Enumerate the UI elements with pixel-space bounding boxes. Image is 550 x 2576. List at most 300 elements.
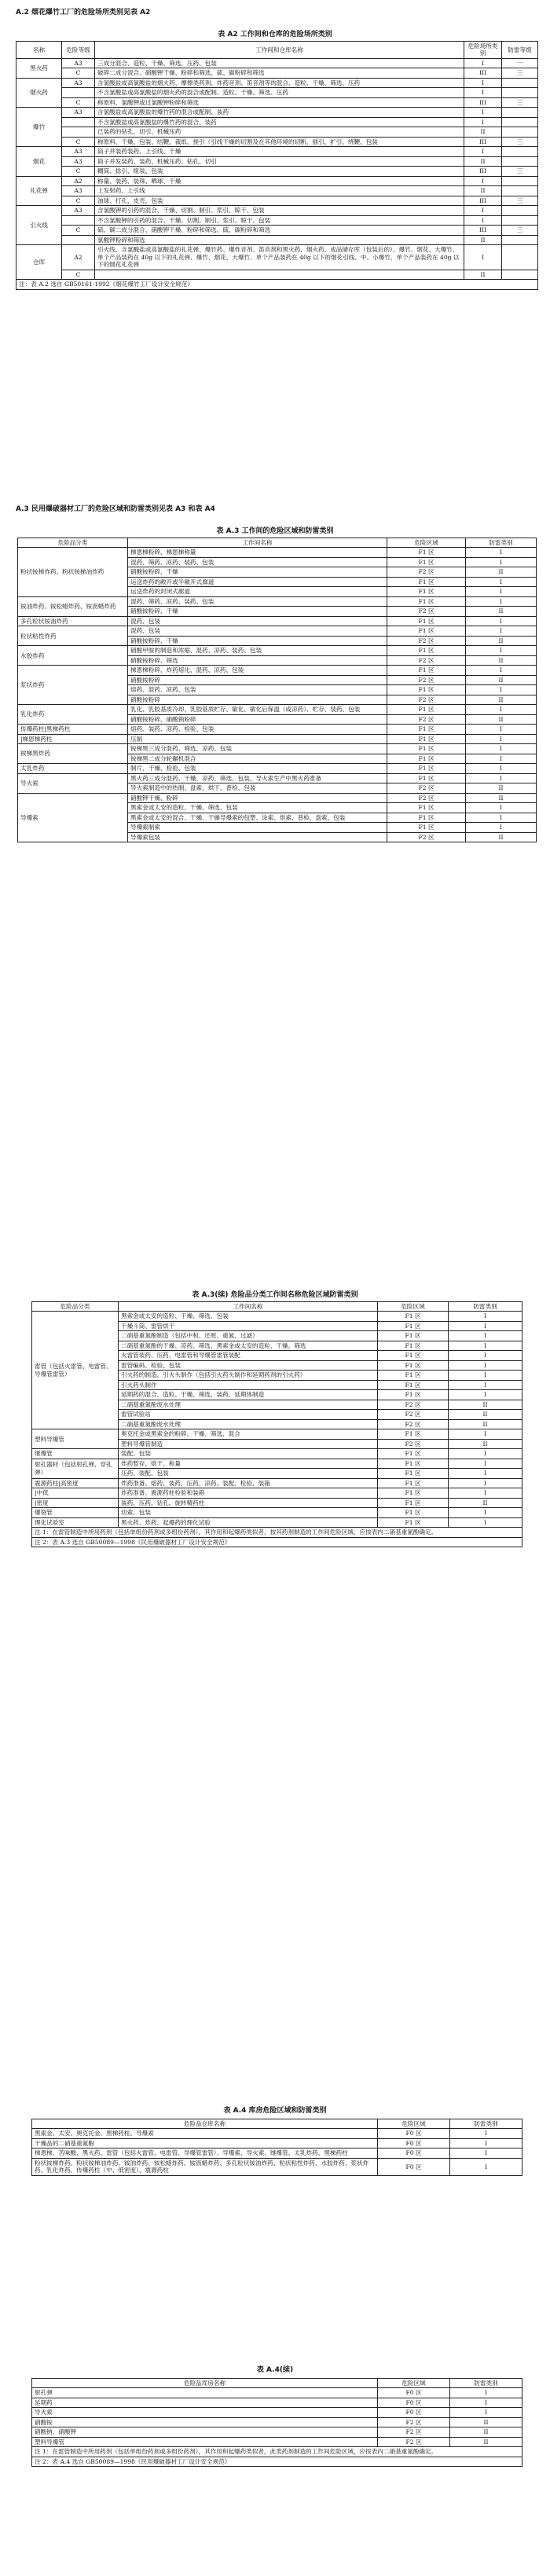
room-name: 二硝基重氮酚废水处理	[119, 1419, 378, 1429]
lightning-class: I	[466, 803, 537, 813]
lightning-class: II	[449, 1410, 522, 1419]
table-row	[32, 2138, 522, 2148]
hazard-zone: F1 区	[387, 754, 466, 763]
column-header: 危险等级	[62, 42, 95, 59]
warehouse-name: 黑索金、太安、奥克托金、黑梯药柱、导爆索	[32, 2129, 378, 2138]
lightning-class: I	[466, 685, 537, 695]
section-title-a3: A.3 民用爆破器材工厂的危险区域和防雷类别见表 A3 和表 A4	[16, 505, 215, 513]
room-name: 梯恩梯粉碎、炸药熔化、混药、凉药、包装	[128, 666, 387, 675]
table-row	[16, 127, 538, 137]
table-row	[32, 1478, 522, 1488]
group-name: 仓库	[16, 245, 62, 280]
table-row	[32, 2427, 522, 2437]
hazard-category: I	[464, 117, 502, 127]
lightning-class: I	[466, 764, 537, 773]
table-a3	[17, 538, 537, 842]
room-name: 硝酸钾干燥、粉碎	[128, 793, 387, 802]
hazard-zone: F0 区	[378, 2149, 450, 2158]
group-name: 烟火药	[16, 78, 62, 107]
column-header: 危险品分类	[32, 1302, 119, 1312]
hazard-class: 射孔器材（包括射孔弹、穿孔弹）	[32, 1459, 119, 1478]
hazard-class: |梯恩梯药柱	[18, 734, 128, 743]
table-row	[32, 2158, 522, 2175]
lightning-class	[502, 147, 538, 156]
hazard-level: C	[62, 68, 95, 78]
warehouse-name: 硝酸铵	[32, 2417, 378, 2427]
hazard-level: C	[62, 270, 95, 279]
room-name: 制片、干燥、检验、包装	[128, 764, 387, 773]
room-name: 黑索金或太安的造粒、干燥、筛选、包装	[128, 803, 387, 813]
table-row	[32, 1429, 522, 1439]
table-row	[16, 176, 538, 185]
hazard-category: III	[464, 97, 502, 107]
warehouse-name: 梯恩梯、苦味酸、黑火药、雷管（包括火雷管、电雷管、导爆管雷管）、导爆索、导火索、继爆管、太乳炸药、黑梯药柱	[32, 2149, 378, 2158]
room-name: 硝酸铵粉碎、干燥	[128, 636, 387, 645]
room-name: 黑索金或太安的混合、干燥、干燥导爆索的包塑、涂索、烘索、普检、盘索、包装	[128, 813, 387, 822]
warehouse-name: 干燥品的二硝基重氮酚	[32, 2138, 378, 2148]
table-row	[18, 744, 537, 754]
lightning-class: I	[450, 2398, 522, 2407]
hazard-zone: F2 区	[387, 695, 466, 704]
hazard-zone: F1 区	[378, 1331, 449, 1341]
warehouse-name: 导火索	[32, 2408, 378, 2417]
table-row	[16, 270, 538, 279]
table-row	[32, 2129, 522, 2138]
lightning-class: I	[466, 646, 537, 655]
room-name: 硝酸铵粉碎	[128, 695, 387, 704]
lightning-class: I	[449, 1517, 522, 1527]
hazard-zone: F1 区	[387, 557, 466, 567]
table-row	[16, 186, 538, 196]
hazard-zone: F1 区	[387, 646, 466, 655]
hazard-zone: F0 区	[378, 2398, 450, 2407]
hazard-zone: F1 区	[378, 1380, 449, 1389]
lightning-class: I	[466, 754, 537, 763]
room-name: 运送炸药的敞开或半敞开式廊道	[128, 577, 387, 586]
hazard-level: A3	[62, 186, 95, 196]
hazard-class: 铵梯黑炸药	[18, 744, 128, 764]
hazard-class: 导火索	[18, 773, 128, 793]
hazard-zone: F1 区	[387, 744, 466, 754]
lightning-class: I	[466, 626, 537, 636]
hazard-class: 继爆管	[32, 1449, 119, 1459]
table-row	[32, 2398, 522, 2407]
hazard-zone: F2 区	[378, 1400, 449, 1409]
hazard-zone: F1 区	[387, 725, 466, 734]
hazard-level	[62, 215, 95, 225]
lightning-class: 三	[502, 137, 538, 146]
hazard-zone: F1 区	[387, 764, 466, 773]
hazard-category: II	[464, 127, 502, 137]
room-name: 不含氯酸钾的引药的混合、干燥、切割、制引、浆引、晾干、包装	[95, 215, 464, 225]
room-name: 黑火药三成分混药、干燥、凉药、筛选、包装、导火索生产中黑火药准备	[128, 773, 387, 783]
lightning-class	[502, 245, 538, 270]
hazard-level	[62, 117, 95, 127]
lightning-class: I	[466, 734, 537, 743]
column-header: 防雷类别	[450, 2119, 522, 2129]
column-header: 防雷类别	[450, 2379, 522, 2388]
group-name: 黑火药	[16, 58, 62, 78]
table-row	[32, 1488, 522, 1498]
room-name: 不含氯酸盐或高氯酸盐的烟火药的混合或配制、造粒、干燥、筛选、压药	[95, 88, 464, 97]
lightning-class: II	[466, 793, 537, 802]
table-row	[16, 235, 538, 244]
warehouse-name: 延期药	[32, 2398, 378, 2407]
table-title-a4-cont: 表 A.4(续)	[256, 2366, 294, 2374]
room-name: 混药、包装	[128, 616, 387, 626]
room-name: 破碎二成分混合、硝酸钾干燥、粉碎和筛选、硫、碳粉碎和筛选	[95, 68, 464, 78]
lightning-class: II	[466, 567, 537, 577]
hazard-category: I	[464, 78, 502, 87]
hazard-zone: F1 区	[378, 1469, 449, 1478]
hazard-zone: F2 区	[387, 714, 466, 724]
hazard-zone: F1 区	[387, 577, 466, 586]
lightning-class: I	[466, 557, 537, 567]
table-row	[18, 725, 537, 734]
lightning-class: II	[449, 1419, 522, 1429]
hazard-level: A3	[62, 147, 95, 156]
column-header: 防雷等级	[502, 42, 538, 59]
hazard-category: III	[464, 196, 502, 205]
hazard-zone: F0 区	[378, 2158, 450, 2175]
lightning-class: I	[466, 548, 537, 557]
hazard-category: II	[464, 235, 502, 244]
table-a4-continued	[31, 2378, 522, 2467]
room-name: 压药、装配、包装	[119, 1469, 378, 1478]
hazard-zone: F1 区	[378, 1360, 449, 1370]
table-row	[32, 1517, 522, 1527]
room-name: 氯酸钾粉碎和筛选	[95, 235, 464, 244]
column-header: 危险区域	[387, 538, 466, 548]
room-name: 黑火药、炸药、起爆药的理化试验	[119, 1517, 378, 1527]
hazard-category: II	[464, 270, 502, 279]
room-name: 炸药准备、震源药柱检验和装箱	[119, 1488, 378, 1498]
lightning-class: II	[466, 607, 537, 616]
hazard-zone: F1 区	[387, 813, 466, 822]
table-title-a2: 表 A2 工作间和仓库的危险场所类别	[218, 31, 332, 39]
table-row	[16, 88, 538, 97]
lightning-class: 三	[502, 167, 538, 176]
hazard-zone: F1 区	[378, 1449, 449, 1459]
room-name: 运送炸药的封闭式廊道	[128, 587, 387, 596]
column-header: 防雷类别	[466, 538, 537, 548]
hazard-class: 爆裂管	[32, 1508, 119, 1517]
lightning-class	[502, 176, 538, 185]
room-name: 引火线、含氯酸盐或高氯酸盐的礼花弹、爆竹药、爆炸音剂、笛音剂和黑火药、烟火药、成品储存库（包装后的）、爆竹、烟花、大爆竹、单个产品装药在 40g 以下的礼花弹、爆竹、烟花、大爆竹、单个产品装药在 40g 以下的烟花引线、中、小爆竹，单个产品装药在 40g 以下的烟花礼花弹	[95, 245, 464, 270]
lightning-class	[502, 108, 538, 117]
hazard-zone: F2 区	[378, 2437, 450, 2446]
lightning-class	[502, 186, 538, 196]
hazard-zone: F1 区	[387, 823, 466, 832]
lightning-class: I	[466, 587, 537, 596]
lightning-class	[502, 127, 538, 137]
hazard-zone: F1 区	[378, 1321, 449, 1330]
hazard-zone: F1 区	[387, 587, 466, 596]
hazard-level: C	[62, 97, 95, 107]
room-name: 硝酸铵粉碎、干燥	[128, 567, 387, 577]
lightning-class	[502, 117, 538, 127]
table-row	[16, 117, 538, 127]
room-name: 铵梯黑二成分轮碾机混合	[128, 754, 387, 763]
table-note: 注 1：在雷管制造中所用药剂（包括单组份药剂或多组份药剂），其作用和起爆药类似者，此类药剂制造的工作间危险区域，应按表内二硝基重氮酚确定。	[32, 2447, 522, 2457]
room-name: 黑索金或太安的造粒、干燥、筛选、包装	[119, 1312, 378, 1321]
hazard-zone: F1 区	[387, 803, 466, 813]
column-header: 危险品仓库名称	[32, 2119, 378, 2129]
hazard-level	[62, 235, 95, 244]
room-name: 二硝基重氮酚制造（包括中和、还原、重氮、过滤）	[119, 1331, 378, 1341]
lightning-class: I	[449, 1390, 522, 1400]
hazard-zone: F2 区	[387, 793, 466, 802]
hazard-zone: F2 区	[387, 783, 466, 793]
table-row	[32, 1449, 522, 1459]
lightning-class: I	[466, 813, 537, 822]
group-name: 礼花弹	[16, 176, 62, 205]
column-header: 防雷类别	[449, 1302, 522, 1312]
lightning-class: I	[450, 2149, 522, 2158]
room-name: 熔药、装药、凉药、检验、包装	[128, 725, 387, 734]
table-row	[16, 68, 538, 78]
hazard-zone: F1 区	[378, 1517, 449, 1527]
column-header: 危险场所类别	[464, 42, 502, 59]
table-row	[32, 2408, 522, 2417]
hazard-level: C	[62, 167, 95, 176]
hazard-zone: F1 区	[387, 596, 466, 606]
hazard-zone: F1 区	[378, 1351, 449, 1360]
room-name: 上发射药、上引线	[95, 186, 464, 196]
column-header: 危险品库房名称	[32, 2379, 378, 2388]
room-name: 乳化、乳胶基质冷却、乳胶基质贮存、敏化、敏化后保温（或凉药）、贮存、装药、包装	[128, 705, 387, 714]
lightning-class: I	[449, 1321, 522, 1330]
room-name: 已装药的钻孔、切引、机械压药	[95, 127, 464, 137]
lightning-class: I	[449, 1341, 522, 1350]
room-name: 装配、包装	[119, 1449, 378, 1459]
hazard-class: |中低	[32, 1488, 119, 1498]
room-name: 含氯酸盐或高氯酸盐的爆竹药的混合或配制、装药	[95, 108, 464, 117]
lightning-class	[502, 156, 538, 166]
hazard-zone: F1 区	[387, 773, 466, 783]
group-name: 引火线	[16, 206, 62, 245]
room-name: 含氯酸钾的引药的混合、干燥、切割、制引、浆引、晾干、包装	[95, 206, 464, 215]
hazard-level	[62, 127, 95, 137]
room-name: 油球、打孔、皮壳、包装	[95, 196, 464, 205]
room-name: 糊筒、捻引、组装、包装	[95, 167, 464, 176]
note-row	[32, 2447, 522, 2457]
room-name: 塑料导爆管制造	[119, 1439, 378, 1448]
hazard-zone: F1 区	[378, 1488, 449, 1498]
lightning-class: I	[450, 2138, 522, 2148]
room-name: 切索、包装	[119, 1508, 378, 1517]
table-a4	[31, 2119, 522, 2176]
hazard-category: I	[464, 206, 502, 215]
table-row	[18, 764, 537, 773]
hazard-class: 水胶炸药	[18, 646, 128, 666]
table-row	[16, 97, 538, 107]
hazard-category: I	[464, 108, 502, 117]
hazard-zone: F1 区	[378, 1508, 449, 1517]
room-name: 雷管试验站	[119, 1410, 378, 1419]
hazard-class: 粉状铵梯炸药、粉状铵梯油炸药	[18, 548, 128, 596]
room-name: 干燥斗筒、雷管烘干	[119, 1321, 378, 1330]
table-note: 注 1：在雷管制造中所用药剂（包括单组份药剂或多组份药剂），其作用和起爆药类似者，按其药剂制造的工作间危险区域，应按表内二硝基重氮酚确定。	[32, 1528, 522, 1537]
table-row	[18, 705, 537, 714]
lightning-class: I	[449, 1469, 522, 1478]
table-row	[32, 2437, 522, 2446]
table-row	[16, 58, 538, 68]
lightning-class: I	[449, 1331, 522, 1341]
lightning-class: 一	[502, 58, 538, 68]
table-row	[16, 245, 538, 270]
column-header: 工作间和仓库名称	[95, 42, 464, 59]
table-row	[16, 108, 538, 117]
table-row	[18, 626, 537, 636]
hazard-class: 多孔粒状铵油炸药	[18, 616, 128, 626]
table-row	[16, 147, 538, 156]
hazard-level: A3	[62, 78, 95, 87]
lightning-class: II	[466, 783, 537, 793]
table-row	[32, 2417, 522, 2427]
lightning-class: I	[449, 1371, 522, 1380]
room-name: 延期药的混合、造粒、干燥、筛选、装药、延期体制造	[119, 1390, 378, 1400]
hazard-class: 雷管（包括火雷管、电雷管、导爆管雷管）	[32, 1312, 119, 1429]
table-row	[18, 616, 537, 626]
lightning-class: II	[466, 695, 537, 704]
hazard-level: C	[62, 196, 95, 205]
hazard-level: A2	[62, 176, 95, 185]
room-name: 铵梯黑三成分混药、筛选、凉药、包装	[128, 744, 387, 754]
room-name: 不含氯酸盐或高氯酸盐的爆竹药的混合、装药	[95, 117, 464, 127]
lightning-class: 三	[502, 226, 538, 235]
lightning-class: II	[449, 1439, 522, 1448]
hazard-category: I	[464, 147, 502, 156]
lightning-class: I	[466, 773, 537, 783]
lightning-class	[502, 215, 538, 225]
table-title-a3: 表 A.3 工作间的危险区域和防雷类别	[216, 527, 334, 535]
hazard-zone: F1 区	[378, 1371, 449, 1380]
hazard-category: I	[464, 245, 502, 270]
hazard-level: C	[62, 226, 95, 235]
hazard-zone: F1 区	[378, 1312, 449, 1321]
hazard-class: |密度	[32, 1498, 119, 1507]
room-name: 混药、包装	[128, 626, 387, 636]
column-header: 危险区域	[378, 2379, 450, 2388]
room-name: 硝酸铵粉碎、干燥	[128, 607, 387, 616]
hazard-category: III	[464, 226, 502, 235]
lightning-class: II	[450, 2417, 522, 2427]
room-name: 三成分混合、造粒、干燥、筛选、压药、包装	[95, 58, 464, 68]
room-name: 混药、筛药、凉药、装药、包装	[128, 557, 387, 567]
table-row	[16, 196, 538, 205]
lightning-class: I	[466, 744, 537, 754]
hazard-zone: F2 区	[387, 832, 466, 842]
hazard-zone: F1 区	[387, 734, 466, 743]
table-row	[16, 167, 538, 176]
room-name: 二硝基重氮酚废水处理	[119, 1400, 378, 1409]
room-name: 二硝基重氮酚的干燥、凉药、筛选、黑索金或太安的造粒、干燥、筛选	[119, 1341, 378, 1350]
hazard-category: III	[464, 137, 502, 146]
lightning-class: I	[449, 1459, 522, 1468]
lightning-class: 三	[502, 97, 538, 107]
table-row	[16, 78, 538, 87]
hazard-category: I	[464, 58, 502, 68]
lightning-class: I	[449, 1488, 522, 1498]
hazard-zone: F1 区	[378, 1341, 449, 1350]
table-row	[16, 206, 538, 215]
lightning-class: II	[466, 655, 537, 665]
lightning-class: I	[449, 1312, 522, 1321]
lightning-class: II	[466, 675, 537, 684]
table-row	[32, 1312, 522, 1321]
hazard-zone: F1 区	[378, 1478, 449, 1488]
hazard-category: I	[464, 176, 502, 185]
lightning-class: 三	[502, 68, 538, 78]
table-row	[18, 793, 537, 802]
table-row	[18, 548, 537, 557]
lightning-class: I	[449, 1360, 522, 1370]
table-row	[18, 596, 537, 606]
room-name: 炸药暂存、烘干、称量	[119, 1459, 378, 1468]
lightning-class: I	[450, 2408, 522, 2417]
lightning-class: I	[466, 823, 537, 832]
lightning-class: II	[466, 714, 537, 724]
warehouse-name: 硝酸钠、硝酸钾	[32, 2427, 378, 2437]
hazard-zone: F2 区	[387, 607, 466, 616]
hazard-zone: F1 区	[387, 616, 466, 626]
table-a3-continued	[31, 1301, 522, 1547]
lightning-class: II	[450, 2437, 522, 2446]
lightning-class	[502, 88, 538, 97]
lightning-class: II	[466, 832, 537, 842]
lightning-class: I	[450, 2129, 522, 2138]
hazard-zone: F1 区	[378, 1429, 449, 1439]
lightning-class: 三	[502, 196, 538, 205]
hazard-category: II	[464, 186, 502, 196]
lightning-class	[502, 235, 538, 244]
room-name: 硫、碳二成分混合、硝酸钾干燥、粉碎和筛选、硫、碳粉碎和筛选	[95, 226, 464, 235]
hazard-class: 传爆药柱|黑梯药柱	[18, 725, 128, 734]
room-name: 称原料、干燥、包装、结鞭、裁纸、搓引（引线干燥的切割及在其他环境的切断、插引、扩引、绕鞭、包装	[95, 137, 464, 146]
lightning-class: II	[466, 636, 537, 645]
room-name: 导爆索包装	[128, 832, 387, 842]
room-name: 导爆索制索	[128, 823, 387, 832]
lightning-class: I	[466, 577, 537, 586]
table-note: 注：表 A.2 选自 GB50161-1992《烟花爆竹工厂设计安全规范》	[16, 280, 538, 289]
room-name: 硝酸铵粉碎、筛选	[128, 655, 387, 665]
lightning-class: II	[449, 1400, 522, 1409]
hazard-zone: F1 区	[378, 1498, 449, 1507]
hazard-zone: F2 区	[378, 1419, 449, 1429]
note-row	[16, 280, 538, 289]
lightning-class: I	[449, 1380, 522, 1389]
lightning-class: I	[449, 1351, 522, 1360]
table-row	[32, 1508, 522, 1517]
hazard-zone: F2 区	[387, 636, 466, 645]
hazard-level: A3	[62, 156, 95, 166]
hazard-level: A3	[62, 206, 95, 215]
table-row	[16, 226, 538, 235]
note-row	[32, 1528, 522, 1537]
room-name: 硝酸铵粉碎、硝酸钠粉碎	[128, 714, 387, 724]
column-header: 工作间名称	[128, 538, 387, 548]
lightning-class: I	[450, 2388, 522, 2398]
room-name: 梯恩梯粉碎、梯恩梯称量	[128, 548, 387, 557]
lightning-class: I	[466, 666, 537, 675]
hazard-class: 乳化炸药	[18, 705, 128, 725]
room-name: 混药、筛药、凉药、装药、包装	[128, 596, 387, 606]
table-row	[18, 646, 537, 655]
hazard-zone: F2 区	[387, 655, 466, 665]
hazard-zone: F2 区	[387, 567, 466, 577]
note-row	[32, 2457, 522, 2466]
